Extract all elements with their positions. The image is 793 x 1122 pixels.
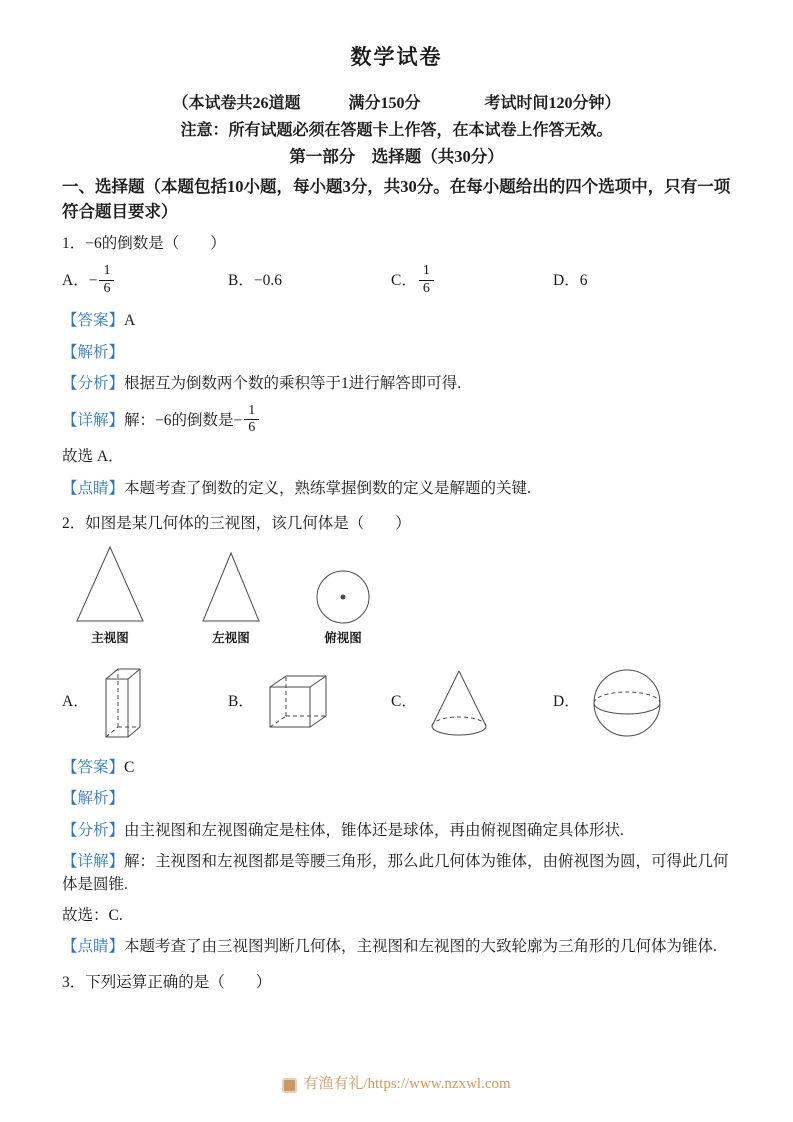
q1-method-text: 根据互为倒数两个数的乘积等于1进行解答即可得. (124, 375, 462, 393)
q2-option-a (62, 661, 228, 745)
q1-method-line (62, 373, 731, 395)
method-tag: 【分析】 (62, 375, 125, 393)
q1-answer-line (62, 310, 731, 332)
q1-option-b: B．−0.6 (228, 272, 282, 290)
page-title: 数学试卷 (350, 45, 443, 69)
exam-notice: 注意：所有试题必须在答题卡上作答，在本试卷上作答无效。 (180, 121, 613, 139)
q1-option-a-fraction (99, 264, 114, 296)
fraction-denominator: 6 (422, 280, 430, 296)
note-tag: 【点睛】 (62, 479, 125, 497)
q3-stem: 3．下列运算正确的是（ ） (62, 973, 272, 991)
q2-option-d (553, 666, 731, 740)
q1-option-c-fraction (419, 264, 434, 296)
q2-option-c-label: C． (391, 693, 417, 711)
note-tag: 【点睛】 (62, 938, 125, 956)
q2-method-text: 由主视图和左视图确定是柱体，锥体还是球体，再由俯视图确定具体形状. (124, 821, 624, 839)
q1-answer-value: A (124, 312, 136, 330)
side-view-figure (198, 548, 264, 647)
exam-meta: （本试卷共26道题 满分150分 考试时间120分钟） (172, 95, 621, 113)
q1-note-line (62, 478, 731, 500)
fraction-denominator: 6 (103, 280, 111, 296)
footer-logo-icon (282, 1078, 297, 1093)
q1-options (62, 260, 731, 302)
q1-option-a-minus: − (88, 272, 98, 290)
footer-link[interactable]: 有渔有礼/https://www.nzxwl.com (303, 1076, 511, 1093)
q1-detail-fraction (244, 404, 259, 436)
part-title: 第一部分 选择题（共30分） (289, 146, 504, 166)
q2-option-d-label: D． (553, 693, 580, 711)
q1-detail-line (62, 402, 731, 437)
cube-figure (264, 671, 340, 735)
q2-three-views (72, 542, 731, 647)
prism-figure (99, 661, 147, 745)
q2-option-a-label: A． (62, 693, 89, 711)
q1-detail-text: 解：−6的倒数是− (124, 411, 243, 429)
q2-conclusion: 故选：C. (62, 906, 123, 924)
q2-note-text: 本题考查了由三视图判断几何体，主视图和左视图的大致轮廓为三角形的几何体为锥体. (124, 938, 717, 956)
top-view-circle-icon (314, 568, 372, 626)
footer (0, 1074, 793, 1096)
q1-option-d: D．6 (553, 272, 588, 290)
answer-tag: 【答案】 (62, 312, 125, 330)
fraction-numerator: 1 (419, 264, 434, 281)
q2-option-b (228, 671, 391, 735)
fraction-denominator: 6 (248, 420, 256, 436)
q2-answer-value: C (124, 758, 135, 776)
analysis-tag: 【解析】 (62, 790, 125, 808)
q1-option-a (62, 265, 228, 297)
q2-options (62, 661, 731, 745)
side-view-label: 左视图 (212, 630, 250, 645)
fraction-numerator: 1 (99, 264, 114, 281)
q2-option-b-label: B． (228, 693, 254, 711)
q1-conclusion: 故选 A． (62, 448, 124, 466)
q1-stem: 1．−6的倒数是（ ） (62, 234, 226, 252)
q1-option-c-label: C． (391, 272, 417, 290)
method-tag: 【分析】 (62, 821, 125, 839)
sphere-figure (590, 666, 664, 740)
analysis-tag: 【解析】 (62, 343, 125, 361)
q2-option-c (391, 666, 553, 740)
answer-tag: 【答案】 (62, 758, 125, 776)
q2-note-line (62, 936, 731, 958)
front-view-label: 主视图 (91, 630, 129, 645)
q2-stem: 2．如图是某几何体的三视图，该几何体是（ ） (62, 515, 411, 533)
q2-detail-line (62, 851, 731, 896)
q1-option-a-label: A． (62, 272, 89, 290)
top-view-figure (314, 568, 372, 647)
q1-note-text: 本题考查了倒数的定义，熟练掌握倒数的定义是解题的关键. (124, 479, 531, 497)
detail-tag: 【详解】 (62, 411, 125, 429)
q2-answer-line (62, 757, 731, 779)
top-view-label: 俯视图 (324, 630, 362, 645)
detail-tag: 【详解】 (62, 853, 125, 871)
fraction-numerator: 1 (244, 404, 259, 421)
side-view-triangle-icon (198, 548, 264, 626)
q2-method-line (62, 820, 731, 842)
cone-figure (427, 666, 491, 740)
front-view-triangle-icon (72, 542, 148, 626)
q1-analysis-line (62, 342, 731, 364)
section-heading: 一、选择题（本题包括10小题，每小题3分，共30分。在每小题给出的四个选项中，只有一项符合题目要求） (62, 176, 731, 222)
q2-analysis-line (62, 788, 731, 810)
front-view-figure (72, 542, 148, 647)
q2-detail-text: 解：主视图和左视图都是等腰三角形，那么此几何体为锥体，由俯视图为圆，可得此几何体是圆锥. (62, 853, 729, 893)
q1-option-c (391, 265, 553, 297)
